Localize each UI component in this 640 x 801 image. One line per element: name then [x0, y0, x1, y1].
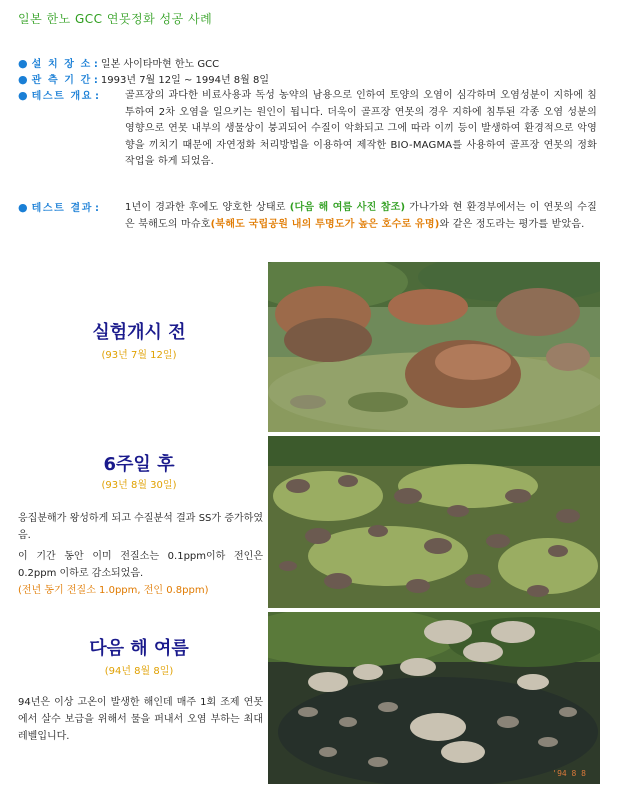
result-text — [125, 200, 597, 233]
info-period-row — [18, 72, 269, 89]
photo-before — [268, 262, 600, 432]
bullet-dot-icon: ● — [18, 57, 28, 70]
info-location-row — [18, 56, 219, 73]
section-2-date: (93년 8월 30일) — [101, 480, 177, 491]
result-highlight-1: (다음 해 여름 사진 참조) — [289, 202, 406, 213]
section-2-desc-3: (전년 동기 전질소 1.0ppm, 전인 0.8ppm) — [18, 585, 209, 596]
photo-before-image — [268, 262, 600, 432]
photo-six-weeks — [268, 436, 600, 608]
overview-label: 테스트 개요 — [31, 91, 93, 102]
photo-next-summer-image — [268, 612, 600, 784]
result-text-1: 1년이 경과한 후에도 양호한 상태로 — [125, 202, 290, 213]
period-label: 관 측 기 간 — [31, 75, 92, 86]
colon: : — [93, 59, 98, 70]
section-2-desc — [18, 510, 263, 599]
result-text-3: 와 같은 정도라는 평가를 받았음. — [439, 218, 585, 230]
info-result-row — [18, 200, 102, 217]
bullet-dot-icon: ● — [18, 89, 28, 102]
photo-six-weeks-image — [268, 436, 600, 608]
result-label: 테스트 결과 — [31, 203, 93, 214]
section-3-desc: 94년은 이상 고온이 발생한 해인데 매주 1회 조제 연못에서 살수 보급을 위해서 물을 퍼내서 오염 부하는 최대 레벨입니다. — [18, 697, 263, 742]
section-2-desc-1: 응집분해가 왕성하게 되고 수질분석 결과 SS가 증가하였음. — [18, 513, 263, 541]
photo-next-summer — [268, 612, 600, 784]
page-title: 일본 한노 GCC 연못정화 성공 사례 — [18, 12, 213, 26]
result-text-2: 가나가와 현 환경부에서는 이 연못의 수질은 북해도의 마슈호 — [125, 202, 597, 230]
section-1-date: (93년 7월 12일) — [101, 350, 177, 361]
section-2-desc-2: 이 기간 동안 이미 전질소는 0.1ppm이하 전인은 0.2ppm 이하로 감소되었음. — [18, 551, 263, 579]
bullet-dot-icon: ● — [18, 73, 28, 86]
overview-text: 골프장의 과다한 비료사용과 독성 농약의 남용으로 인하여 토양의 오염이 심각하며 오염성분이 지하에 침투하여 2차 오염을 일으키는 원인이 됩니다. 더욱이 골프장 연못의 경우 지하에 침투된 각종 오염 성분의 영향으로 연못 내부의 생물상이 붕괴되어 수질이 악화되고 그에 따라 이끼 등이 발생하여 환경적으로 악영향을 끼치기 때문에 자연정화 처리방법을 이용하여 제작한 BIO-MAGMA를 사용하여 골프장 연못의 정화작업을 하게 되었음. — [125, 90, 597, 167]
section-3-title: 다음 해 여름 — [89, 638, 189, 659]
colon: : — [95, 91, 99, 102]
colon: : — [95, 203, 99, 214]
section-3-date: (94년 8월 8일) — [104, 666, 174, 677]
info-overview-row — [18, 88, 102, 105]
period-value: 1993년 7월 12일 ~ 1994년 8월 8일 — [100, 75, 270, 86]
section-2-title: 6주일 후 — [103, 454, 175, 475]
result-highlight-2: (북해도 국립공원 내의 투명도가 높은 호수로 유명) — [210, 218, 440, 230]
colon: : — [93, 75, 98, 86]
section-1-title: 실험개시 전 — [92, 322, 186, 343]
bullet-dot-icon: ● — [18, 201, 28, 214]
photo-date-stamp: '94 8 8 — [552, 769, 586, 778]
location-value: 일본 사이타마현 한노 GCC — [100, 59, 220, 70]
location-label: 설 치 장 소 — [31, 59, 92, 70]
